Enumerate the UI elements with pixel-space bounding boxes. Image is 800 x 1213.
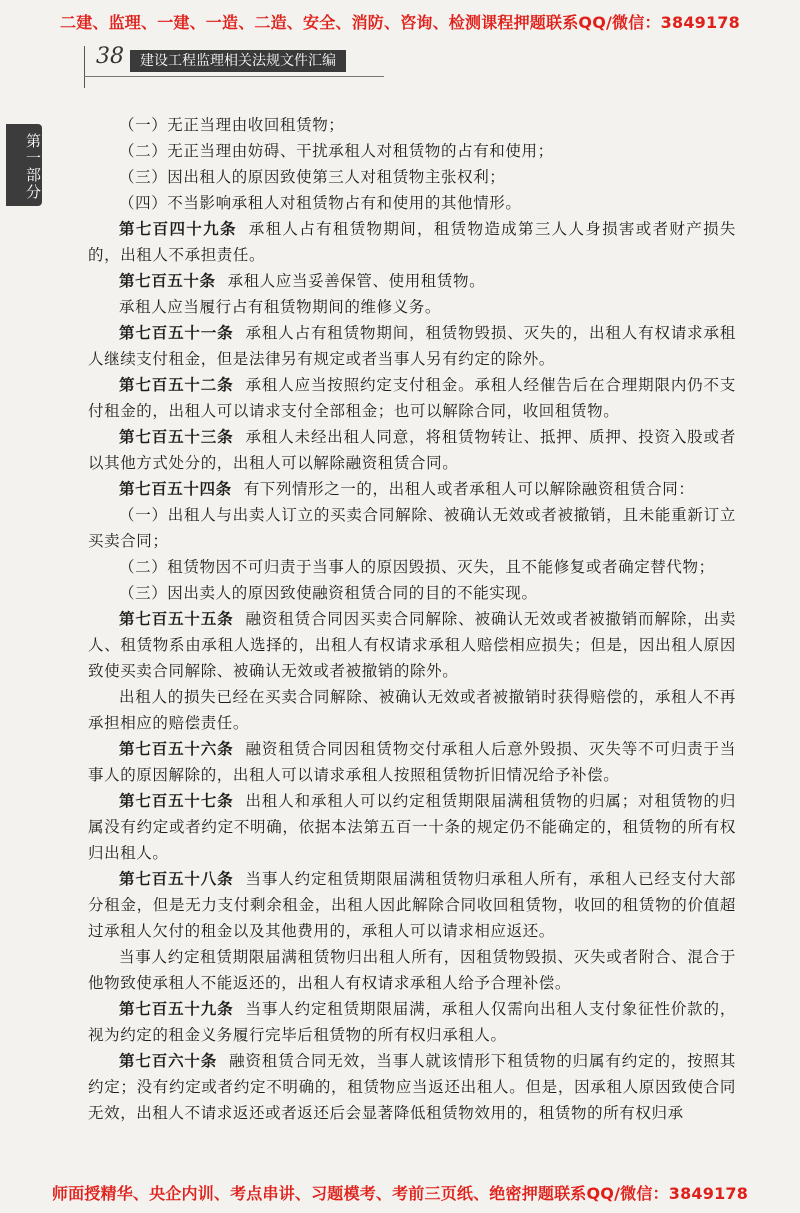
paragraph <box>88 866 736 944</box>
paragraph <box>88 1048 736 1126</box>
paragraph-text: （二）租赁物因不可归责于当事人的原因毁损、灭失，且不能修复或者确定替代物； <box>119 558 715 576</box>
paragraph <box>88 502 736 554</box>
paragraph <box>88 138 736 164</box>
promo-banner-bottom: 师面授精华、央企内训、考点串讲、习题模考、考前三页纸、绝密押题联系QQ/微信：3849178 <box>51 1184 749 1203</box>
paragraph <box>88 944 736 996</box>
paragraph-text: 融资租赁合同因租赁物交付承租人后意外毁损、灭失等不可归责于当事人的原因解除的，出租人可以请求承租人按照租赁物折旧情况给予补偿。 <box>88 740 736 784</box>
paragraph-text: （三）因出租人的原因致使第三人对租赁物主张权利； <box>119 168 506 186</box>
paragraph-text: 有下列情形之一的，出租人或者承租人可以解除融资租赁合同： <box>243 480 695 498</box>
paragraph <box>88 216 736 268</box>
paragraph-text: 承租人占有租赁物期间，租赁物造成第三人人身损害或者财产损失的，出租人不承担责任。 <box>88 220 736 264</box>
paragraph-text: 当事人约定租赁期限届满租赁物归承租人所有，承租人已经支付大部分租金，但是无力支付剩余租金，出租人因此解除合同收回租赁物，收回的租赁物的价值超过承租人欠付的租金以及其他费用的，承租人可以请求相应返还。 <box>88 870 736 940</box>
article-number: 第七百五十七条 <box>119 792 234 810</box>
paragraph-text: 当事人约定租赁期限届满租赁物归出租人所有，因租赁物毁损、灭失或者附合、混合于他物致使承租人不能返还的，出租人有权请求承租人给予合理补偿。 <box>88 948 736 992</box>
paragraph-text: 承租人应当履行占有租赁物期间的维修义务。 <box>119 298 442 316</box>
article-number: 第七百五十条 <box>119 272 216 290</box>
paragraph-text: 出租人和承租人可以约定租赁期限届满租赁物的归属；对租赁物的归属没有约定或者约定不明确，依据本法第五百一十条的规定仍不能确定的，租赁物的所有权归出租人。 <box>88 792 736 862</box>
paragraph <box>88 684 736 736</box>
paragraph-text: 承租人应当按照约定支付租金。承租人经催告后在合理期限内仍不支付租金的，出租人可以请求支付全部租金；也可以解除合同，收回租赁物。 <box>88 376 736 420</box>
paragraph-text: 承租人应当妥善保管、使用租赁物。 <box>227 272 486 290</box>
article-number: 第七百六十条 <box>119 1052 218 1070</box>
article-number: 第七百五十九条 <box>119 1000 234 1018</box>
paragraph <box>88 112 736 138</box>
paragraph <box>88 164 736 190</box>
paragraph <box>88 372 736 424</box>
article-number: 第七百五十二条 <box>119 376 234 394</box>
paragraph-text: （四）不当影响承租人对租赁物占有和使用的其他情形。 <box>119 194 522 212</box>
paragraph <box>88 996 736 1048</box>
paragraph <box>88 424 736 476</box>
header-divider-vertical <box>84 46 85 88</box>
article-number: 第七百五十六条 <box>119 740 234 758</box>
article-number: 第七百四十九条 <box>119 220 237 238</box>
book-title: 建设工程监理相关法规文件汇编 <box>130 50 346 72</box>
paragraph-text: 融资租赁合同因买卖合同解除、被确认无效或者被撤销而解除，出卖人、租赁物系由承租人选择的，出租人有权请求承租人赔偿相应损失；但是，因出租人原因致使买卖合同解除、被确认无效或者被撤销的除外。 <box>88 610 736 680</box>
document-body <box>88 112 736 1126</box>
paragraph <box>88 736 736 788</box>
paragraph <box>88 606 736 684</box>
paragraph <box>88 268 736 294</box>
section-tab: 第一部分 <box>6 124 42 206</box>
paragraph-text: 承租人占有租赁物期间，租赁物毁损、灭失的，出租人有权请求承租人继续支付租金，但是法律另有规定或者当事人另有约定的除外。 <box>88 324 736 368</box>
paragraph <box>88 788 736 866</box>
paragraph <box>88 476 736 502</box>
paragraph-text: （二）无正当理由妨碍、干扰承租人对租赁物的占有和使用； <box>119 142 554 160</box>
paragraph-text: 出租人的损失已经在买卖合同解除、被确认无效或者被撤销时获得赔偿的，承租人不再承担相应的赔偿责任。 <box>88 688 736 732</box>
page-header <box>90 44 390 74</box>
paragraph-text: 融资租赁合同无效，当事人就该情形下租赁物的归属有约定的，按照其约定；没有约定或者约定不明确的，租赁物应当返还出租人。但是，因承租人原因致使合同无效，出租人不请求返还或者返还后会显著降低租赁物效用的，租赁物的所有权归承 <box>88 1052 736 1122</box>
paragraph-text: （一）出租人与出卖人订立的买卖合同解除、被确认无效或者被撤销，且未能重新订立买卖合同； <box>88 506 736 550</box>
article-number: 第七百五十五条 <box>119 610 234 628</box>
paragraph <box>88 320 736 372</box>
header-divider-horizontal <box>84 76 384 77</box>
page-number: 38 <box>96 44 124 69</box>
article-number: 第七百五十八条 <box>119 870 234 888</box>
paragraph <box>88 554 736 580</box>
article-number: 第七百五十三条 <box>119 428 234 446</box>
paragraph-text: （三）因出卖人的原因致使融资租赁合同的目的不能实现。 <box>119 584 538 602</box>
article-number: 第七百五十一条 <box>119 324 234 342</box>
paragraph-text: 承租人未经出租人同意，将租赁物转让、抵押、质押、投资入股或者以其他方式处分的，出租人可以解除融资租赁合同。 <box>88 428 736 472</box>
article-number: 第七百五十四条 <box>119 480 232 498</box>
paragraph-text: 当事人约定租赁期限届满，承租人仅需向出租人支付象征性价款的，视为约定的租金义务履行完毕后租赁物的所有权归承租人。 <box>88 1000 736 1044</box>
promo-banner-top: 二建、监理、一建、一造、二造、安全、消防、咨询、检测课程押题联系QQ/微信：3849178 <box>60 13 740 32</box>
paragraph <box>88 294 736 320</box>
paragraph <box>88 580 736 606</box>
paragraph <box>88 190 736 216</box>
paragraph-text: （一）无正当理由收回租赁物； <box>119 116 345 134</box>
